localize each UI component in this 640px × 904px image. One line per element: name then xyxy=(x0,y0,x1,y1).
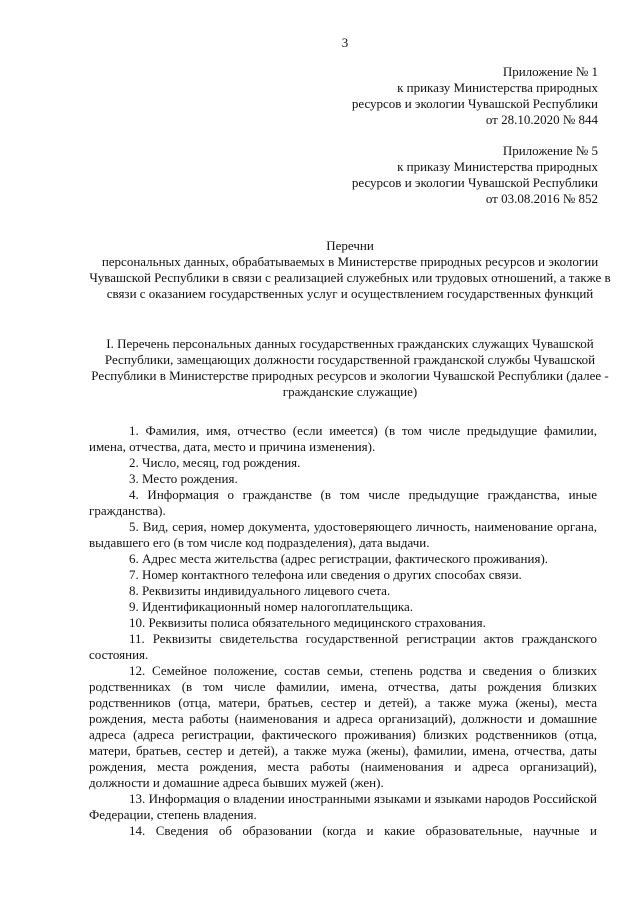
list-item: 14. Сведения об образовании (когда и какие образовательные, научные и xyxy=(129,823,597,838)
personal-data-list xyxy=(89,423,597,839)
appendix-5-line-2: к приказу Министерства природных xyxy=(397,159,598,174)
appendix-1-header xyxy=(352,64,598,128)
document-title-block xyxy=(80,238,620,302)
list-item: 2. Число, месяц, год рождения. xyxy=(129,455,301,470)
section-1-heading: I. Перечень персональных данных государственных гражданских служащих Чувашской Республики, замещающих должности государственной гражданской службы Чувашской Республики в Министерстве природных ресурсов и экологии Чувашской Республики (далее - гражданские служащие) xyxy=(91,336,609,399)
list-item: 8. Реквизиты индивидуального лицевого счета. xyxy=(129,583,391,598)
list-item: 13. Информация о владении иностранными языками и языками народов Российской Федерации, степень владения. xyxy=(89,791,597,822)
appendix-1-title: Приложение № 1 xyxy=(502,64,598,79)
document-heading: Перечни xyxy=(326,238,374,253)
list-item: 10. Реквизиты полиса обязательного медицинского страхования. xyxy=(129,615,486,630)
appendix-1-line-3: ресурсов и экологии Чувашской Республики xyxy=(351,96,598,111)
appendix-1-line-2: к приказу Министерства природных xyxy=(397,80,598,95)
appendix-5-header xyxy=(352,143,598,207)
list-item: 7. Номер контактного телефона или сведения о других способах связи. xyxy=(129,567,522,582)
list-item: 12. Семейное положение, состав семьи, степень родства и сведения о близких родственниках (в том числе фамилии, имена, отчества, даты рождения близких родственников (отца, матери, братьев, сестер и детей), а также мужа (жены), места рождения, места работы (наименования и адреса организаций), должности и домашние адреса (адреса регистрации, фактического проживания) близких родственников (отца, матери, братьев, сестер и детей), а также мужа (жены), фамилии, имена, отчества, даты рождения, места рождения, места работы (наименования и адреса организаций), должности и домашние адреса бывших мужей (жен). xyxy=(89,663,597,790)
list-item: 3. Место рождения. xyxy=(129,471,238,486)
list-item: 9. Идентификационный номер налогоплательщика. xyxy=(129,599,414,614)
list-item: 1. Фамилия, имя, отчество (если имеется) (в том числе предыдущие фамилии, имена, отчества, дата, место и причина изменения). xyxy=(89,423,597,454)
list-item: 4. Информация о гражданстве (в том числе предыдущие гражданства, иные гражданства). xyxy=(89,487,597,518)
page-number: 3 xyxy=(341,35,349,50)
document-subtitle: персональных данных, обрабатываемых в Министерстве природных ресурсов и экологии Чувашской Республики в связи с реализацией служебных или трудовых отношений, а также в связи с оказанием государственных услуг и осуществлением государственных функций xyxy=(89,254,611,301)
list-item: 11. Реквизиты свидетельства государственной регистрации актов гражданского состояния. xyxy=(89,631,597,662)
appendix-5-line-3: ресурсов и экологии Чувашской Республики xyxy=(351,175,598,190)
list-item: 5. Вид, серия, номер документа, удостоверяющего личность, наименование органа, выдавшего его (в том числе код подразделения), дата выдачи. xyxy=(89,519,597,550)
appendix-5-line-4: от 03.08.2016 № 852 xyxy=(485,191,598,206)
appendix-1-line-4: от 28.10.2020 № 844 xyxy=(485,112,598,127)
appendix-5-title: Приложение № 5 xyxy=(502,143,598,158)
list-item: 6. Адрес места жительства (адрес регистрации, фактического проживания). xyxy=(129,551,549,566)
